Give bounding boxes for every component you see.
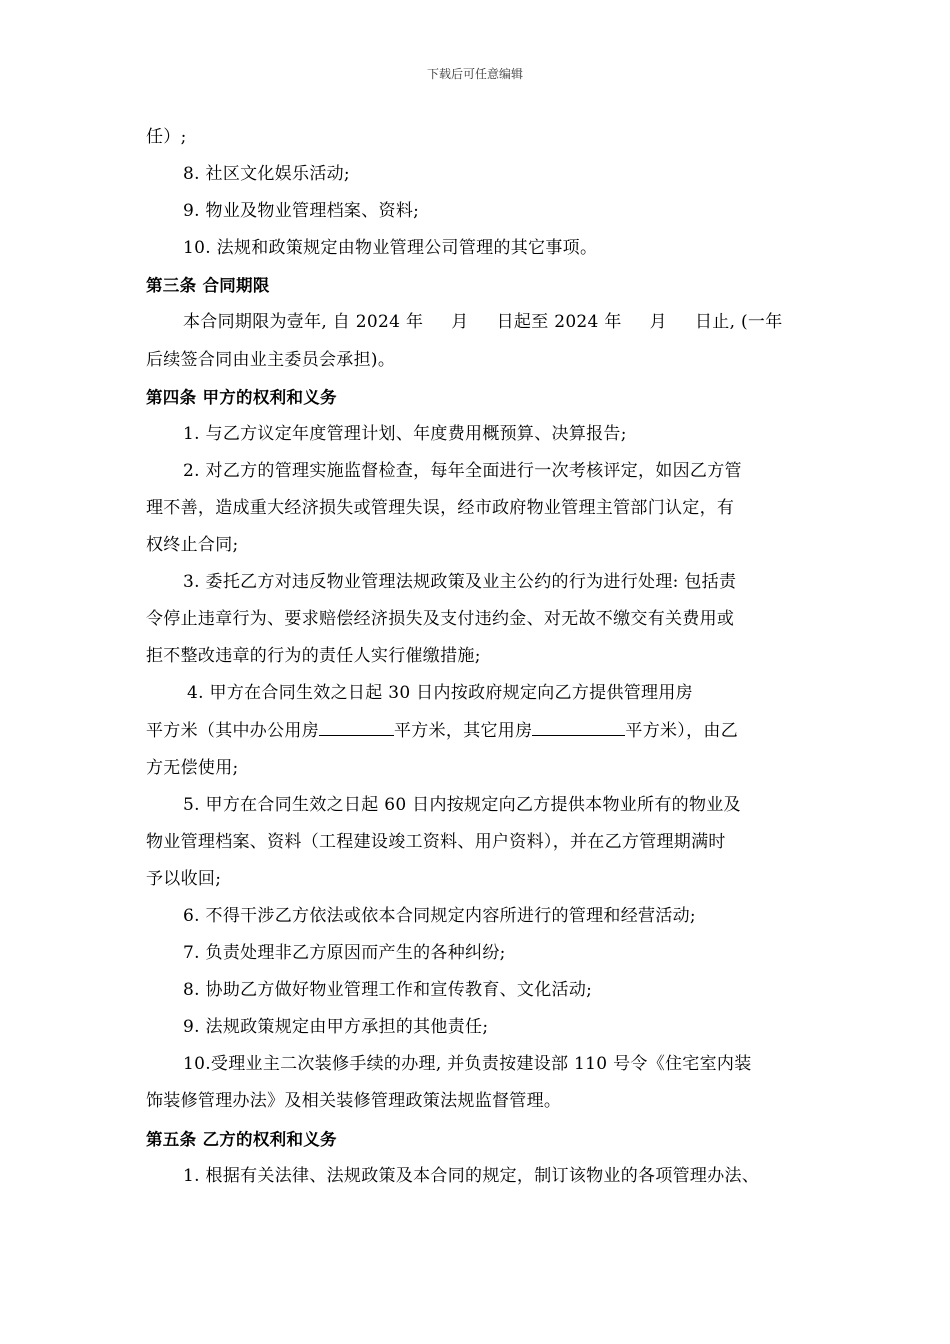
list-item: 9. 物业及物业管理档案、资料; [183,201,420,222]
list-item: 6. 不得干涉乙方依法或依本合同规定内容所进行的管理和经营活动; [183,905,696,926]
paragraph-line: 理不善，造成重大经济损失或管理失误，经市政府物业管理主管部门认定，有 [146,497,735,518]
paragraph-line: 后续签合同由业主委员会承担)。 [146,349,396,370]
term-text-mid: 日起至 2024 年 [496,312,622,333]
document-body [146,119,810,1195]
list-item: 2. 对乙方的管理实施监督检查，每年全面进行一次考核评定，如因乙方管 [183,460,742,481]
list-item: 10. 法规和政策规定由物业管理公司管理的其它事项。 [183,238,598,259]
section-heading-article-3: 第三条 合同期限 [146,276,270,296]
page-header: 下载后可任意编辑 [426,67,523,81]
paragraph-line: 任）; [146,127,187,147]
paragraph-line: 方无偿使用; [146,757,239,778]
list-item: 7. 负责处理非乙方原因而产生的各种纠纷; [183,943,506,964]
section-heading-article-4: 第四条 甲方的权利和义务 [146,387,337,407]
list-item: 3. 委托乙方对违反物业管理法规政策及业主公约的行为进行处理: 包括责 [183,572,737,593]
office-area-blank[interactable] [319,713,394,736]
list-item: 5. 甲方在合同生效之日起 60 日内按规定向乙方提供本物业所有的物业及 [183,794,741,815]
housing-area-line [146,713,810,750]
area-text-start: 平方米（其中办公用房 [146,720,319,741]
list-item: 8. 社区文化娱乐活动; [183,164,350,185]
paragraph-line: 拒不整改违章的行为的责任人实行催缴措施; [146,646,481,667]
term-month-label-2: 月 [649,312,667,333]
paragraph-line: 予以收回; [146,868,222,889]
list-item: 1. 与乙方议定年度管理计划、年度费用概预算、决算报告; [183,423,627,444]
paragraph-line: 权终止合同; [146,535,239,556]
paragraph-line: 令停止违章行为、要求赔偿经济损失及支付违约金、对无故不缴交有关费用或 [146,609,735,630]
term-text-end: 日止, (一年 [694,312,783,333]
term-month-label: 月 [451,312,469,333]
list-item: 9. 法规政策规定由甲方承担的其他责任; [183,1017,489,1038]
list-item: 8. 协助乙方做好物业管理工作和宣传教育、文化活动; [183,980,593,1001]
contract-term-line [146,304,810,341]
section-heading-article-5: 第五条 乙方的权利和义务 [146,1129,337,1149]
other-area-blank[interactable] [532,713,625,736]
paragraph-line: 饰装修管理办法》及相关装修管理政策法规监督管理。 [146,1091,562,1112]
area-text-mid: 平方米，其它用房 [394,720,533,741]
area-text-end: 平方米），由乙 [625,720,739,741]
paragraph-line: 物业管理档案、资料（工程建设竣工资料、用户资料），并在乙方管理期满时 [146,831,726,852]
term-text-start: 本合同期限为壹年, 自 2024 年 [183,312,424,333]
list-item: 1. 根据有关法律、法规政策及本合同的规定，制订该物业的各项管理办法、 [183,1165,760,1186]
list-item: 4. 甲方在合同生效之日起 30 日内按政府规定向乙方提供管理用房 [187,683,693,704]
list-item: 10.受理业主二次装修手续的办理, 并负责按建设部 110 号令《住宅室内装 [183,1054,752,1075]
